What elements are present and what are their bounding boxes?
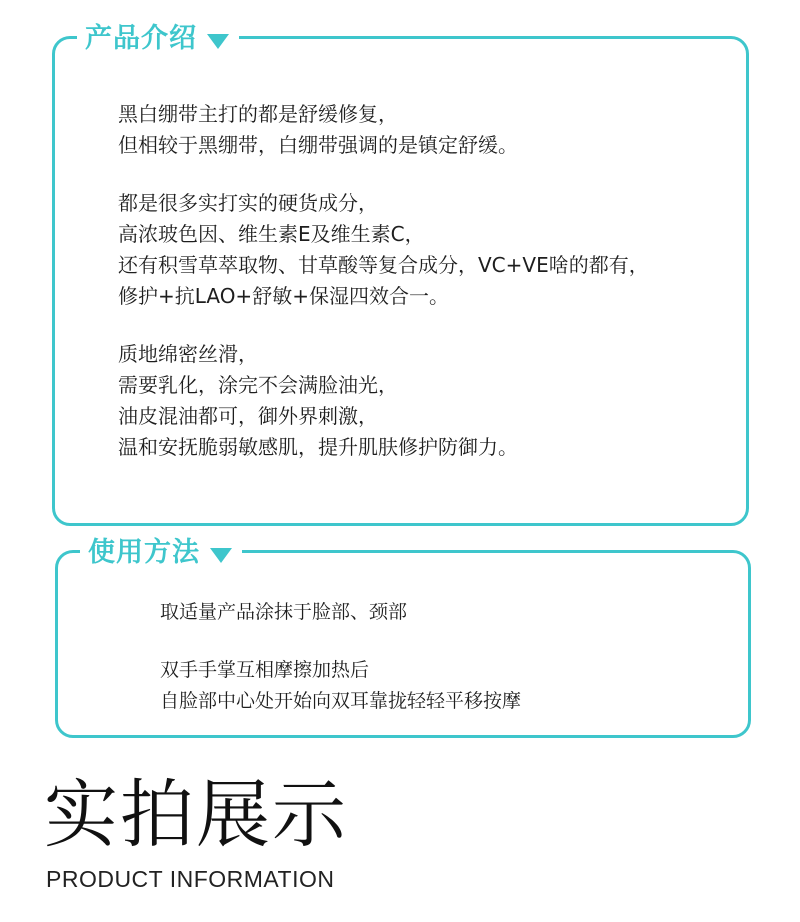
showcase-subtitle: PRODUCT INFORMATION [46, 866, 335, 892]
usage-line: 自脸部中心处开始向双耳靠拢轻轻平移按摩 [160, 690, 522, 712]
showcase-title: 实拍展示 [44, 772, 348, 858]
intro-paragraph [118, 99, 748, 161]
usage-body [160, 597, 720, 744]
intro-paragraph [118, 188, 748, 312]
intro-line: 但相较于黑绷带，白绷带强调的是镇定舒缓。 [118, 133, 518, 157]
usage-line: 双手手掌互相摩擦加热后 [160, 659, 370, 681]
product-intro-panel [52, 23, 749, 526]
usage-title: 使用方法 [88, 537, 200, 568]
usage-paragraph [160, 597, 720, 628]
product-intro-body [118, 99, 748, 490]
intro-paragraph [118, 339, 748, 463]
usage-panel [55, 537, 751, 738]
intro-line: 还有积雪草萃取物、甘草酸等复合成分，VC+VE啥的都有， [118, 253, 649, 277]
usage-paragraph [160, 655, 720, 717]
intro-line: 质地绵密丝滑， [118, 342, 258, 366]
intro-line: 高浓玻色因、维生素E及维生素C， [118, 222, 425, 246]
usage-line: 取适量产品涂抹于脸部、颈部 [160, 601, 408, 623]
intro-line: 温和安抚脆弱敏感肌，提升肌肤修护防御力。 [118, 435, 518, 459]
intro-line: 修护+抗LAO+舒敏+保湿四效合一。 [118, 284, 449, 308]
triangle-down-icon [207, 34, 229, 49]
intro-line: 都是很多实打实的硬货成分， [118, 191, 378, 215]
product-intro-title: 产品介绍 [85, 23, 197, 54]
intro-line: 需要乳化，涂完不会满脸油光， [118, 373, 398, 397]
intro-line: 黑白绷带主打的都是舒缓修复， [118, 102, 398, 126]
product-intro-header [77, 19, 239, 59]
triangle-down-icon [210, 548, 232, 563]
intro-line: 油皮混油都可，御外界刺激， [118, 404, 378, 428]
usage-header [80, 533, 242, 573]
